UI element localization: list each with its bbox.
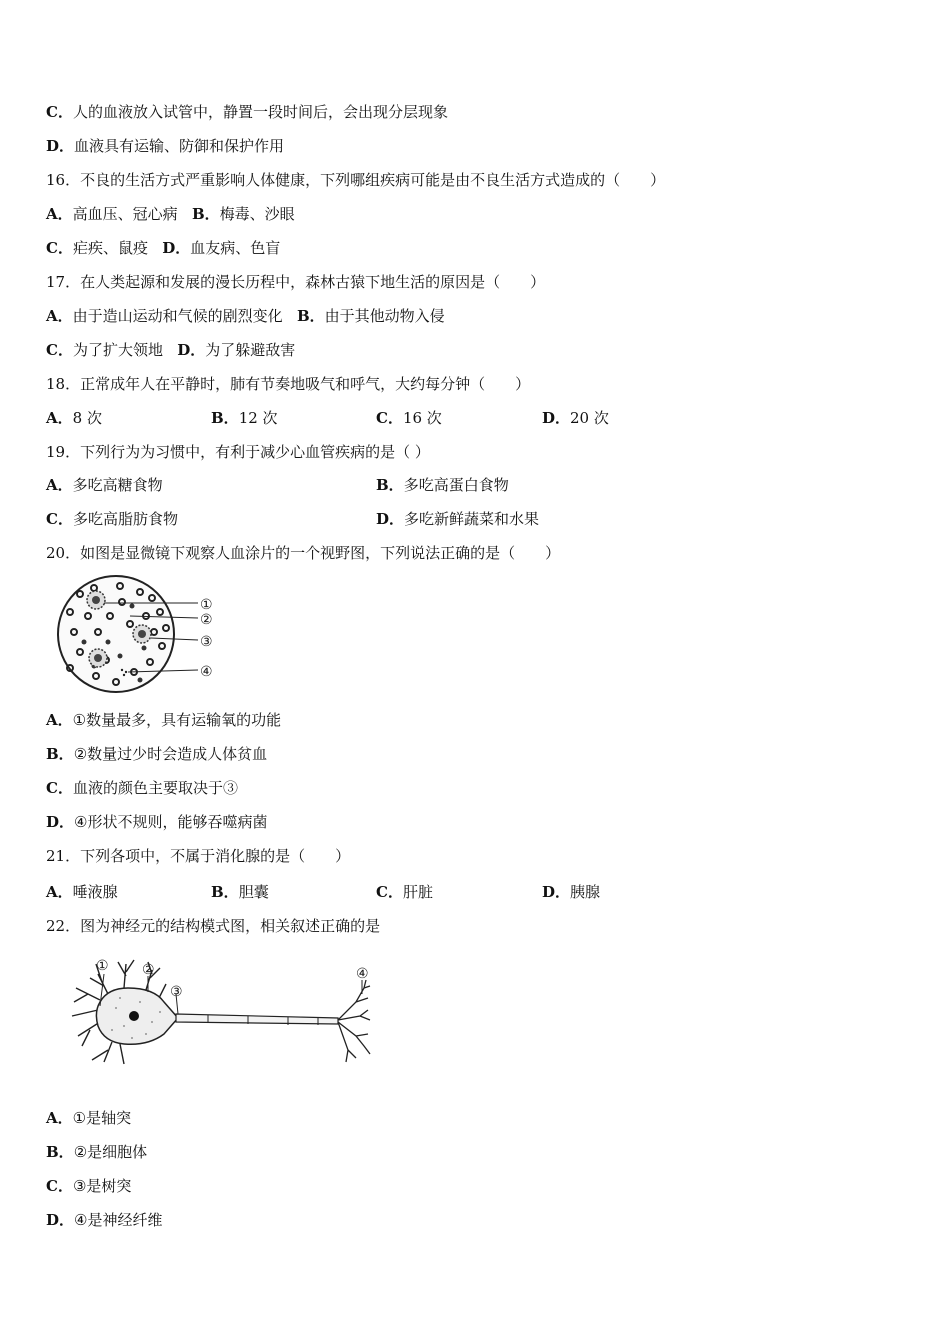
neuron-label-1: ① <box>96 958 109 974</box>
option-22d: D．④是神经纤维 <box>46 1211 163 1229</box>
options-17-ab: A．由于造山运动和气候的剧烈变化 B．由于其他动物入侵 <box>46 307 445 325</box>
question-20: 20．如图是显微镜下观察人血涂片的一个视野图，下列说法正确的是（ ） <box>46 544 561 562</box>
options-16-ab: A．高血压、冠心病 B．梅毒、沙眼 <box>46 205 295 223</box>
question-16: 16．不良的生活方式严重影响人体健康，下列哪组疾病可能是由不良生活方式造成的（ ） <box>46 171 666 189</box>
neuron-figure <box>68 950 388 1078</box>
option-19a: A．多吃高糖食物 <box>46 476 163 494</box>
question-18: 18．正常成年人在平静时，肺有节奏地吸气和呼气，大约每分钟（ ） <box>46 375 531 393</box>
option-21c: C．肝脏 <box>376 883 433 901</box>
option-20d: D．④形状不规则，能够吞噬病菌 <box>46 813 268 831</box>
option-21a: A．唾液腺 <box>46 883 118 901</box>
option-15d: D．血液具有运输、防御和保护作用 <box>46 137 285 155</box>
neuron-label-3: ③ <box>170 984 183 1000</box>
option-19b: B．多吃高蛋白食物 <box>376 476 509 494</box>
blood-smear-figure <box>50 572 230 696</box>
question-21: 21．下列各项中，不属于消化腺的是（ ） <box>46 847 351 865</box>
smear-label-3: ③ <box>200 634 213 650</box>
option-19d: D．多吃新鲜蔬菜和水果 <box>376 510 540 528</box>
neuron-label-4: ④ <box>356 966 369 982</box>
option-22b: B．②是细胞体 <box>46 1143 148 1161</box>
options-16-cd: C．疟疾、鼠疫 D．血友病、色盲 <box>46 239 281 257</box>
question-22: 22．图为神经元的结构模式图，相关叙述正确的是 <box>46 917 381 935</box>
option-19c: C．多吃高脂肪食物 <box>46 510 178 528</box>
option-18a: A．8 次 <box>46 409 102 427</box>
nucleus <box>129 1011 139 1021</box>
option-20b: B．②数量过少时会造成人体贫血 <box>46 745 268 763</box>
option-18d: D．20 次 <box>542 409 609 427</box>
axon <box>176 1014 338 1024</box>
options-17-cd: C．为了扩大领地 D．为了躲避敌害 <box>46 341 296 359</box>
option-21b: B．胆囊 <box>211 883 269 901</box>
option-15c: C．人的血液放入试管中，静置一段时间后，会出现分层现象 <box>46 103 448 121</box>
option-20a: A．①数量最多，具有运输氧的功能 <box>46 711 282 729</box>
smear-label-1: ① <box>200 597 213 613</box>
option-20c: C．血液的颜色主要取决于③ <box>46 779 238 797</box>
option-18c: C．16 次 <box>376 409 442 427</box>
question-17: 17．在人类起源和发展的漫长历程中，森林古猿下地生活的原因是（ ） <box>46 273 546 291</box>
question-19: 19．下列行为为习惯中，有利于减少心血管疾病的是（ ） <box>46 443 430 461</box>
option-18b: B．12 次 <box>211 409 278 427</box>
axon-terminals <box>338 980 370 1062</box>
neuron-label-2: ② <box>142 962 155 978</box>
option-22a: A．①是轴突 <box>46 1109 132 1127</box>
smear-label-2: ② <box>200 612 213 628</box>
option-22c: C．③是树突 <box>46 1177 132 1195</box>
smear-label-4: ④ <box>200 664 213 680</box>
option-21d: D．胰腺 <box>542 883 601 901</box>
